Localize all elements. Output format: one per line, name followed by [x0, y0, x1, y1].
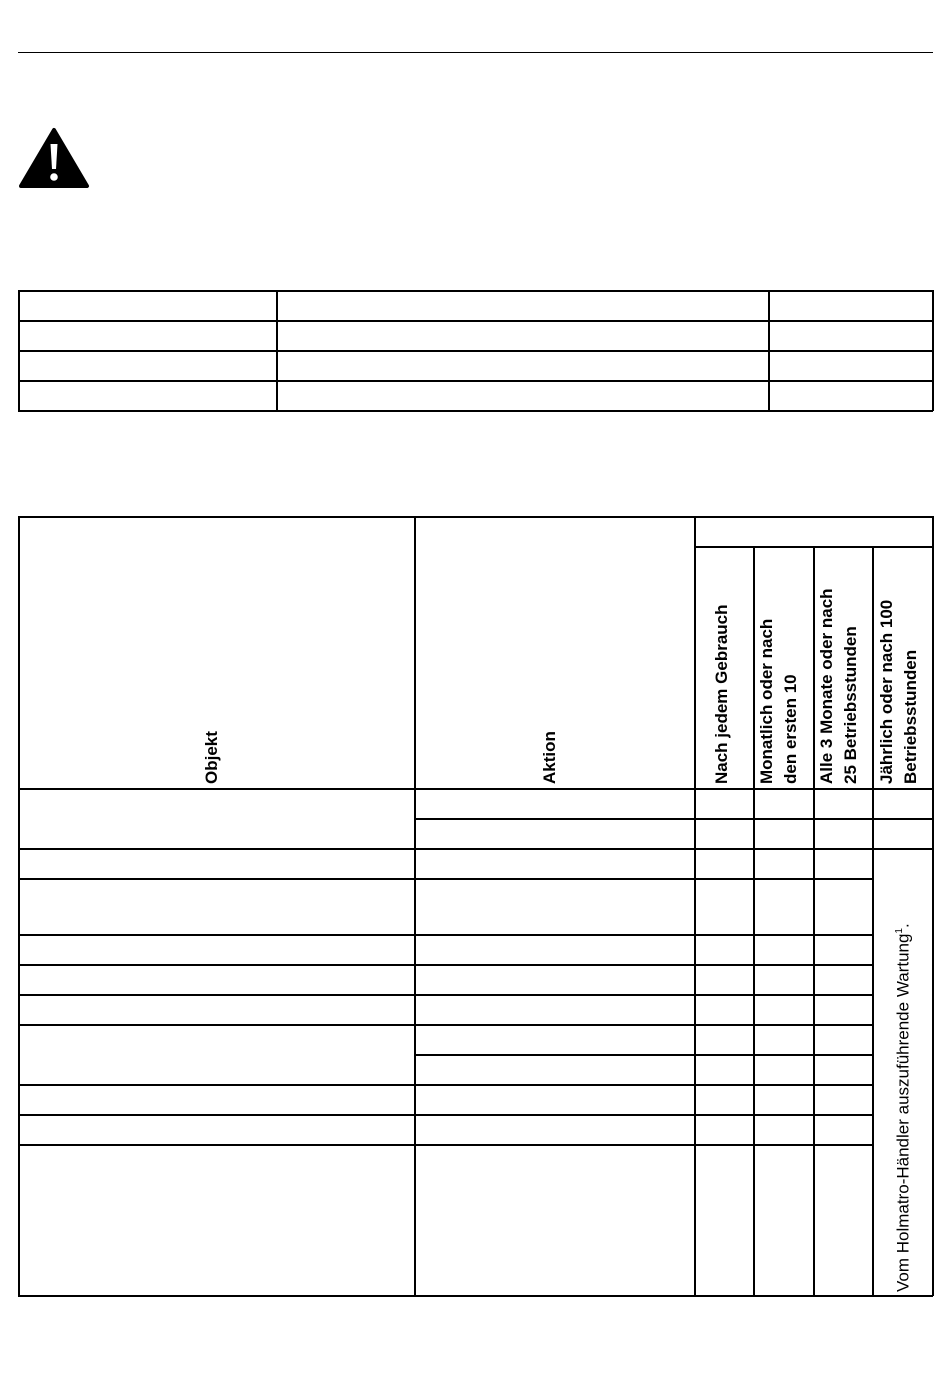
- dealer-maintenance-note: Vom Holmatro-Händler auszuführende Wartung$^1$.: [893, 923, 913, 1292]
- top-rule: [18, 52, 933, 53]
- header-interval-quarterly-line1: Alle 3 Monate oder nach: [817, 588, 836, 784]
- header-interval-yearly-line2: Betriebsstunden: [901, 649, 920, 784]
- header-interval-monthly-line2: den ersten 10: [781, 674, 800, 784]
- header-interval-quarterly-line2: 25 Betriebsstunden: [841, 626, 860, 784]
- warning-icon: [18, 127, 90, 189]
- header-interval-after-each-use: Nach jedem Gebrauch: [712, 604, 731, 784]
- header-interval-yearly-line1: Jährlich oder nach 100: [877, 599, 896, 784]
- header-action: Aktion: [540, 731, 559, 784]
- header-interval-monthly-line1: Monatlich oder nach: [757, 618, 776, 784]
- header-object: Objekt: [202, 731, 221, 784]
